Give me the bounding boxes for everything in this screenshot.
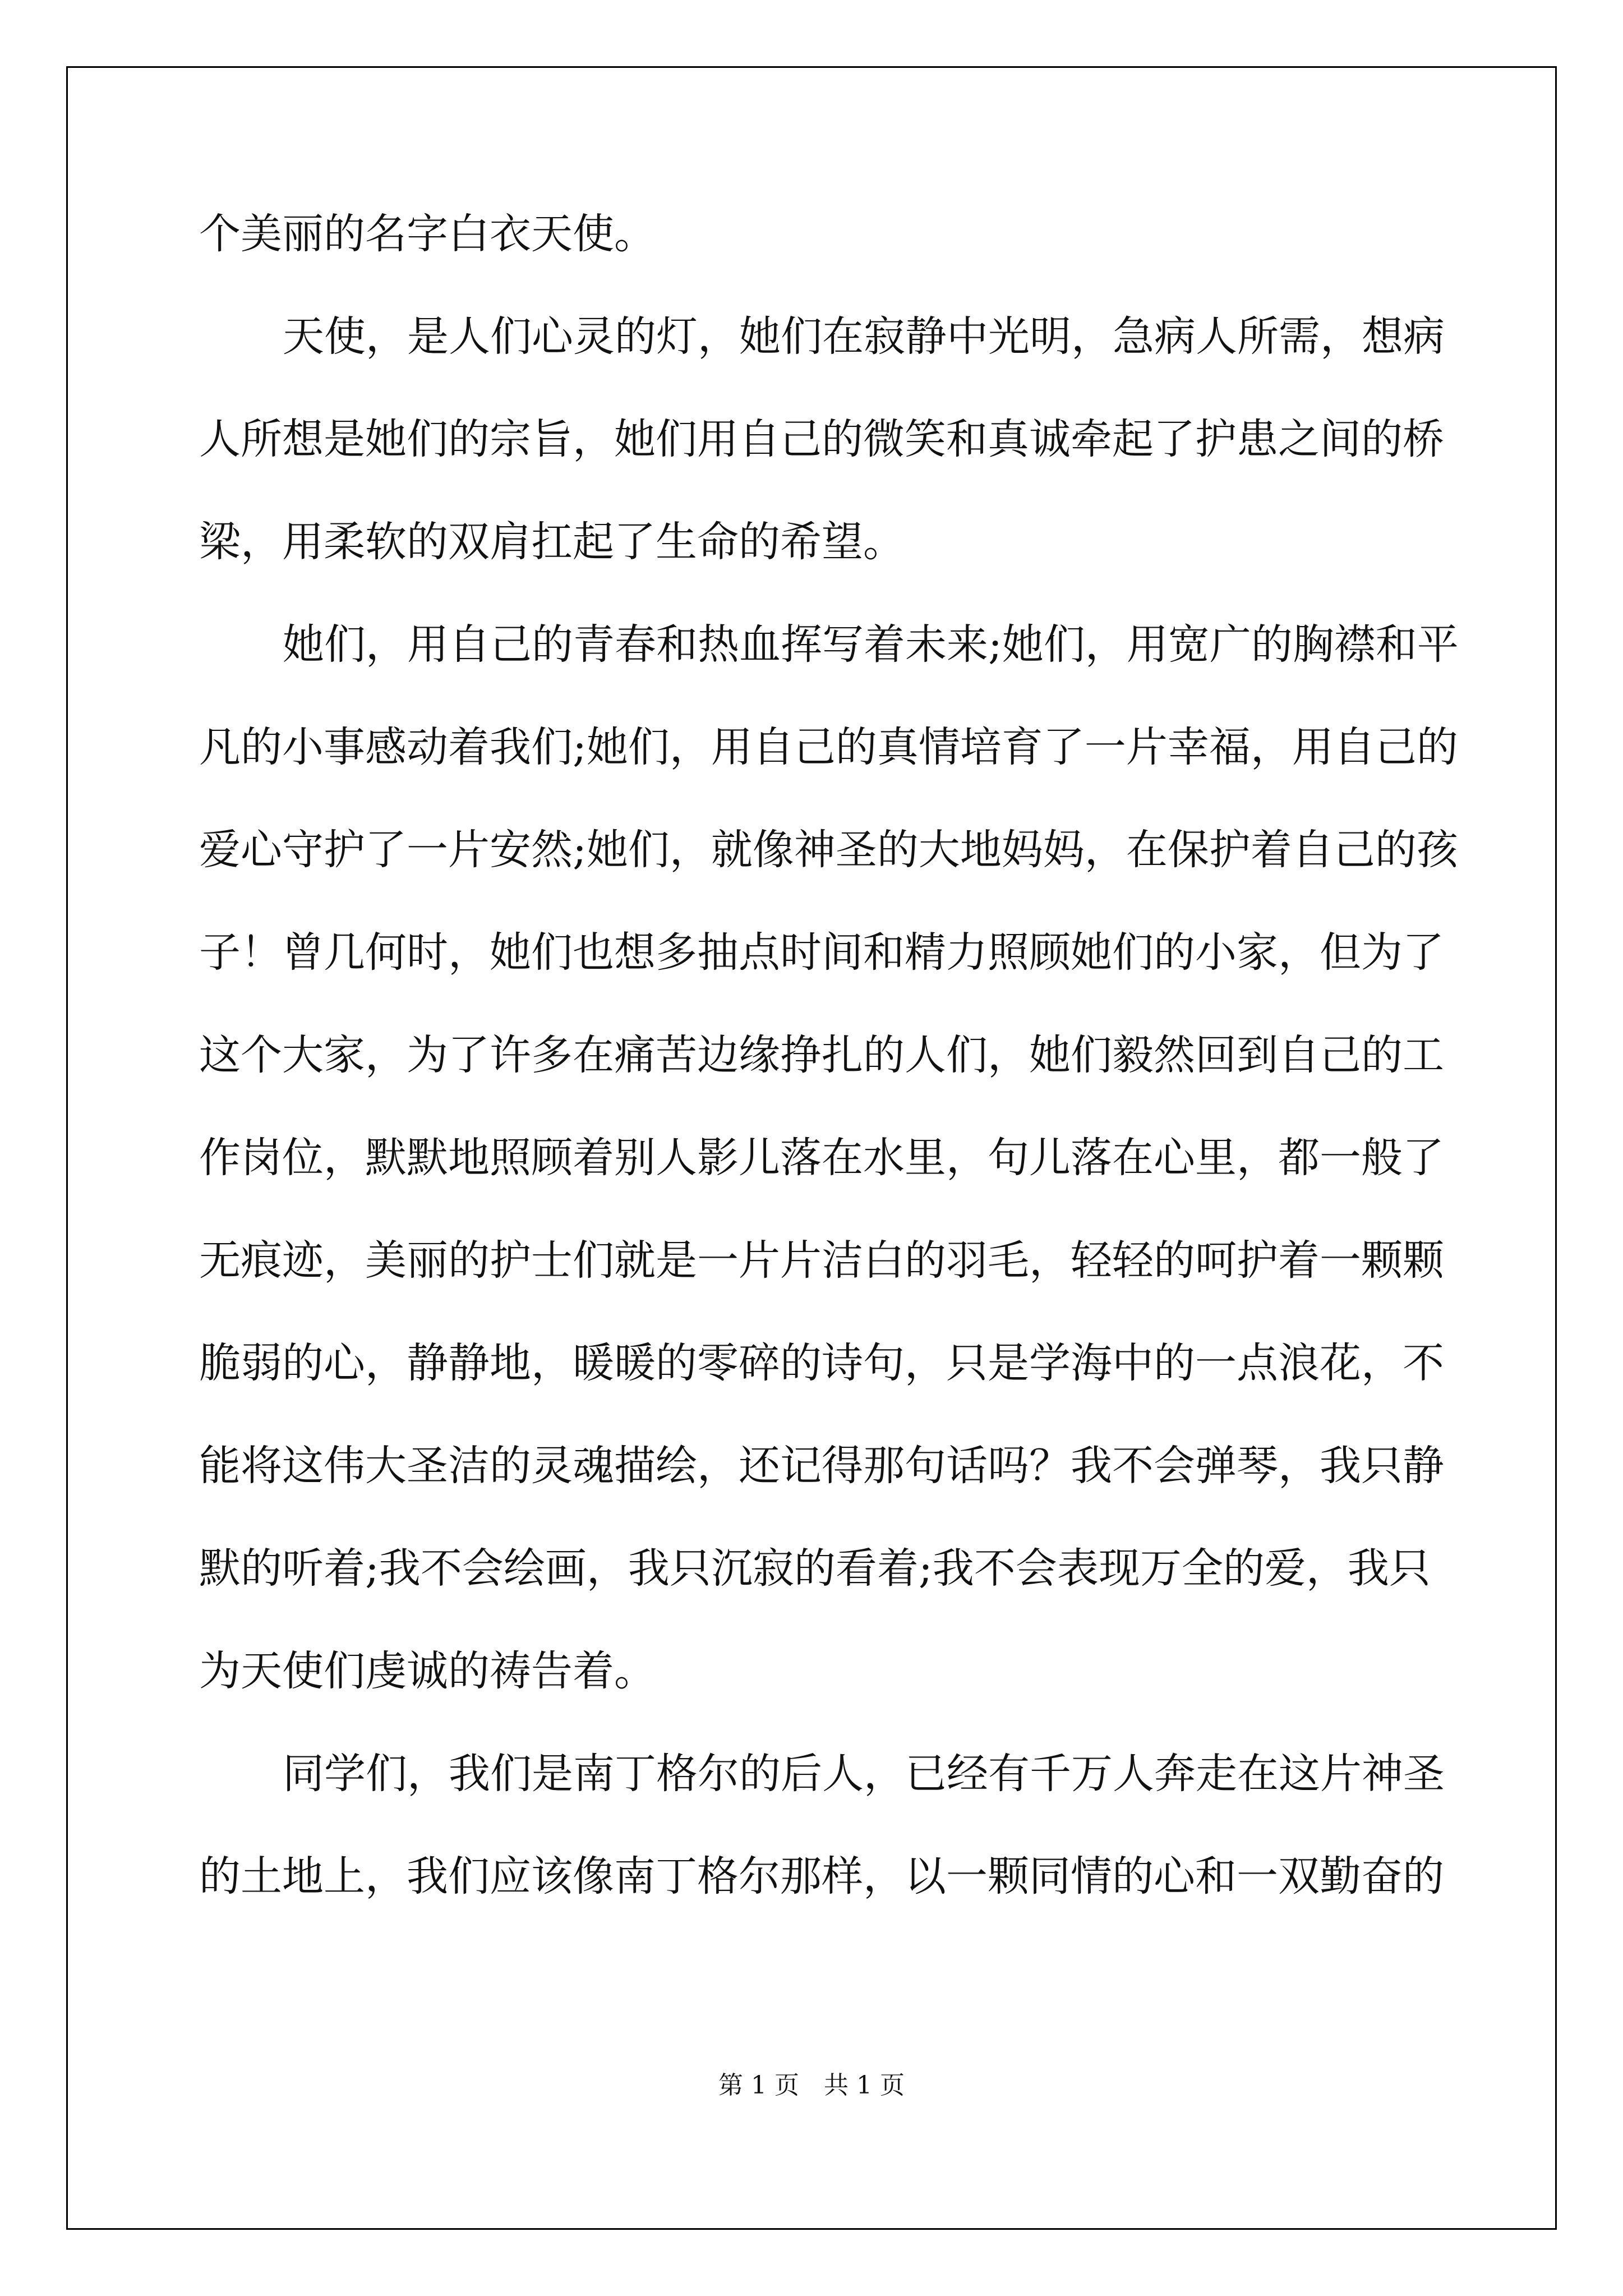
- text-line: 个美丽的名字白衣天使。: [199, 210, 656, 258]
- text-line: 的土地上，我们应该像南丁格尔那样，以一颗同情的心和一双勤奋的: [199, 1852, 1444, 1901]
- text-line: 凡的小事感动着我们;她们，用自己的真情培育了一片幸福，用自己的: [199, 723, 1458, 771]
- text-line: 她们，用自己的青春和热血挥写着未来;她们，用宽广的胸襟和平: [283, 620, 1459, 669]
- text-line: 爱心守护了一片安然;她们，就像神圣的大地妈妈，在保护着自己的孩: [199, 826, 1458, 874]
- text-line: 这个大家，为了许多在痛苦边缘挣扎的人们，她们毅然回到自己的工: [199, 1031, 1444, 1079]
- text-line: 子！曾几何时，她们也想多抽点时间和精力照顾她们的小家，但为了: [199, 928, 1444, 977]
- text-line: 为天使们虔诚的祷告着。: [199, 1647, 656, 1695]
- text-line: 人所想是她们的宗旨，她们用自己的微笑和真诚牵起了护患之间的桥: [199, 415, 1444, 463]
- text-line: 天使，是人们心灵的灯，她们在寂静中光明，急病人所需，想病: [283, 312, 1445, 361]
- text-line: 梁，用柔软的双肩扛起了生命的希望。: [199, 518, 905, 566]
- text-line: 同学们，我们是南丁格尔的后人，已经有千万人奔走在这片神圣: [283, 1750, 1445, 1798]
- page-footer: 第 1 页 共 1 页: [718, 2071, 905, 2100]
- document-body: [199, 209, 1459, 1954]
- text-line: 脆弱的心，静静地，暖暖的零碎的诗句，只是学海中的一点浪花，不: [199, 1339, 1444, 1387]
- text-line: 无痕迹，美丽的护士们就是一片片洁白的羽毛，轻轻的呵护着一颗颗: [199, 1236, 1444, 1285]
- text-line: 默的听着;我不会绘画，我只沉寂的看着;我不会表现万全的爱，我只: [199, 1544, 1431, 1593]
- text-line: 作岗位，默默地照顾着别人影儿落在水里，句儿落在心里，都一般了: [199, 1134, 1444, 1182]
- text-line: 能将这伟大圣洁的灵魂描绘，还记得那句话吗？我不会弹琴，我只静: [199, 1442, 1444, 1490]
